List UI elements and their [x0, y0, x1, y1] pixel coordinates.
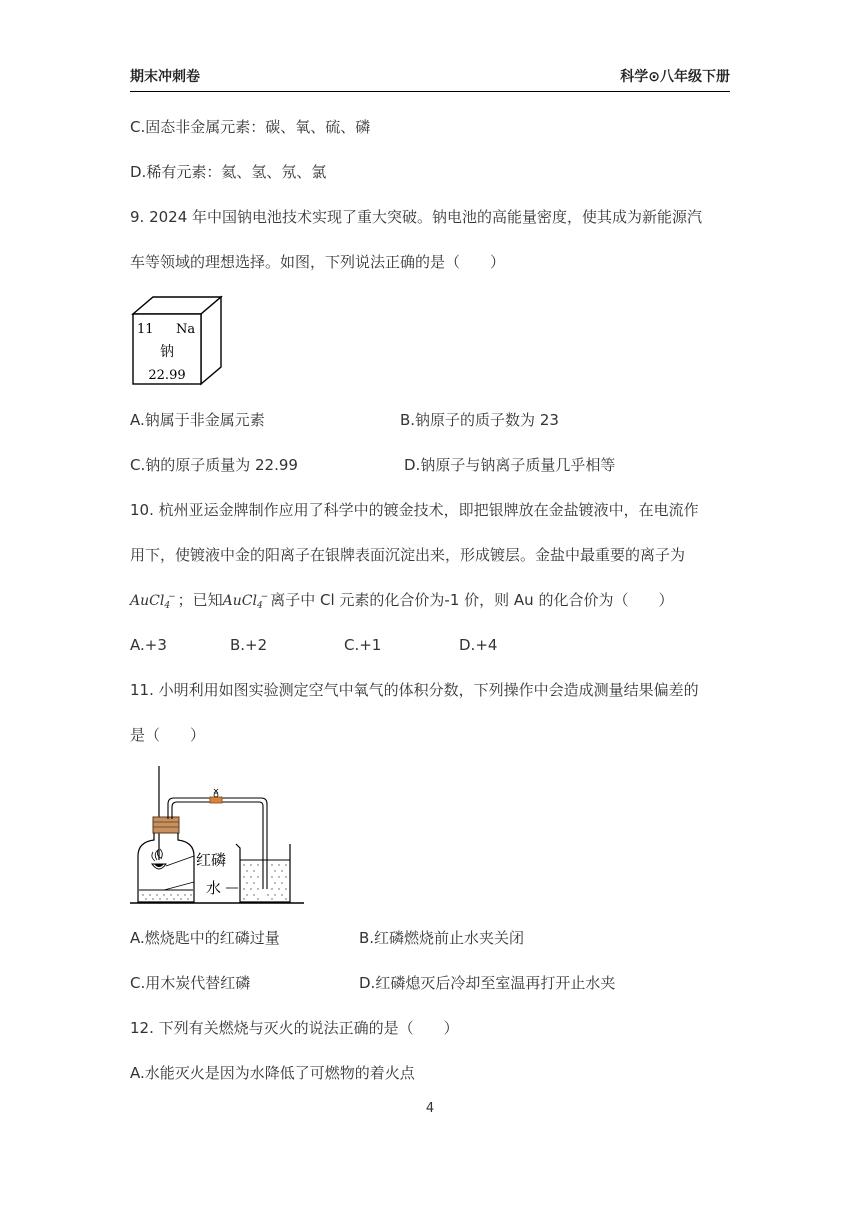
q10-option-b: B.+2 [230, 636, 268, 654]
element-name: 钠 [160, 344, 174, 360]
header-rule [130, 91, 730, 92]
q12-stem: 12. 下列有关燃烧与灭火的说法正确的是（ ） [130, 1019, 459, 1037]
oxygen-experiment-apparatus [128, 764, 308, 906]
q9-options-row2 [130, 455, 730, 475]
q10-stem-line2: 用下，使镀液中金的阳离子在银牌表面沉淀出来，形成镀层。金盐中最重要的离子为 [130, 546, 686, 564]
q9-option-c: C.钠的原子质量为 22.99 [130, 456, 298, 474]
q11-options-row2 [130, 973, 730, 993]
q8-option-c: C.固态非金属元素：碳、氧、硫、磷 [130, 118, 371, 136]
q9-stem-line2: 车等领域的理想选择。如图，下列说法正确的是（ ） [130, 253, 506, 271]
q11-option-a: A.燃烧匙中的红磷过量 [130, 929, 280, 947]
header-title: 期末冲刺卷 [130, 69, 200, 85]
q9-option-b: B.钠原子的质子数为 23 [400, 411, 559, 429]
q10-stem-line3: AuCl4− ；已知AuCl4− 离子中 Cl 元素的化合价为-1 价，则 Au 的化合价为（ ） [130, 591, 674, 611]
element-number: 11 [137, 322, 154, 337]
ion-formula-2: AuCl4− [222, 592, 269, 611]
q10-option-a: A.+3 [130, 636, 167, 654]
q10-options [130, 635, 730, 655]
q9-options-row1 [130, 410, 730, 430]
q11-options-row1 [130, 928, 730, 948]
q11-option-c: C.用木炭代替红磷 [130, 974, 251, 992]
q8-option-d: D.稀有元素：氦、氢、氖、氯 [130, 163, 327, 181]
q9-stem-line1: 9. 2024 年中国钠电池技术实现了重大突破。钠电池的高能量密度，使其成为新能源汽 [130, 208, 703, 226]
q10-stem-line1: 10. 杭州亚运金牌制作应用了科学中的镀金技术，即把银牌放在金盐镀液中，在电流作 [130, 501, 699, 519]
q11-stem-line2: 是（ ） [130, 726, 206, 744]
q9-option-a: A.钠属于非金属元素 [130, 411, 265, 429]
page-number: 4 [425, 1101, 435, 1116]
q9-option-d: D.钠原子与钠离子质量几乎相等 [404, 456, 616, 474]
q10-option-d: D.+4 [459, 636, 498, 654]
q10-option-c: C.+1 [344, 636, 382, 654]
q11-option-b: B.红磷燃烧前止水夹关闭 [359, 929, 525, 947]
header-subject: 科学⊙八年级下册 [620, 69, 730, 85]
q12-option-a: A.水能灭火是因为水降低了可燃物的着火点 [130, 1064, 415, 1082]
sodium-element-card [128, 294, 228, 390]
element-mass: 22.99 [148, 368, 186, 383]
label-water: 水 [206, 879, 222, 897]
label-red-phosphorus: 红磷 [196, 851, 227, 869]
ion-formula: AuCl4− [130, 592, 176, 611]
q11-stem-line1: 11. 小明利用如图实验测定空气中氧气的体积分数，下列操作中会造成测量结果偏差的 [130, 681, 699, 699]
element-symbol: Na [176, 322, 196, 337]
q11-option-d: D.红磷熄灭后冷却至室温再打开止水夹 [359, 974, 616, 992]
